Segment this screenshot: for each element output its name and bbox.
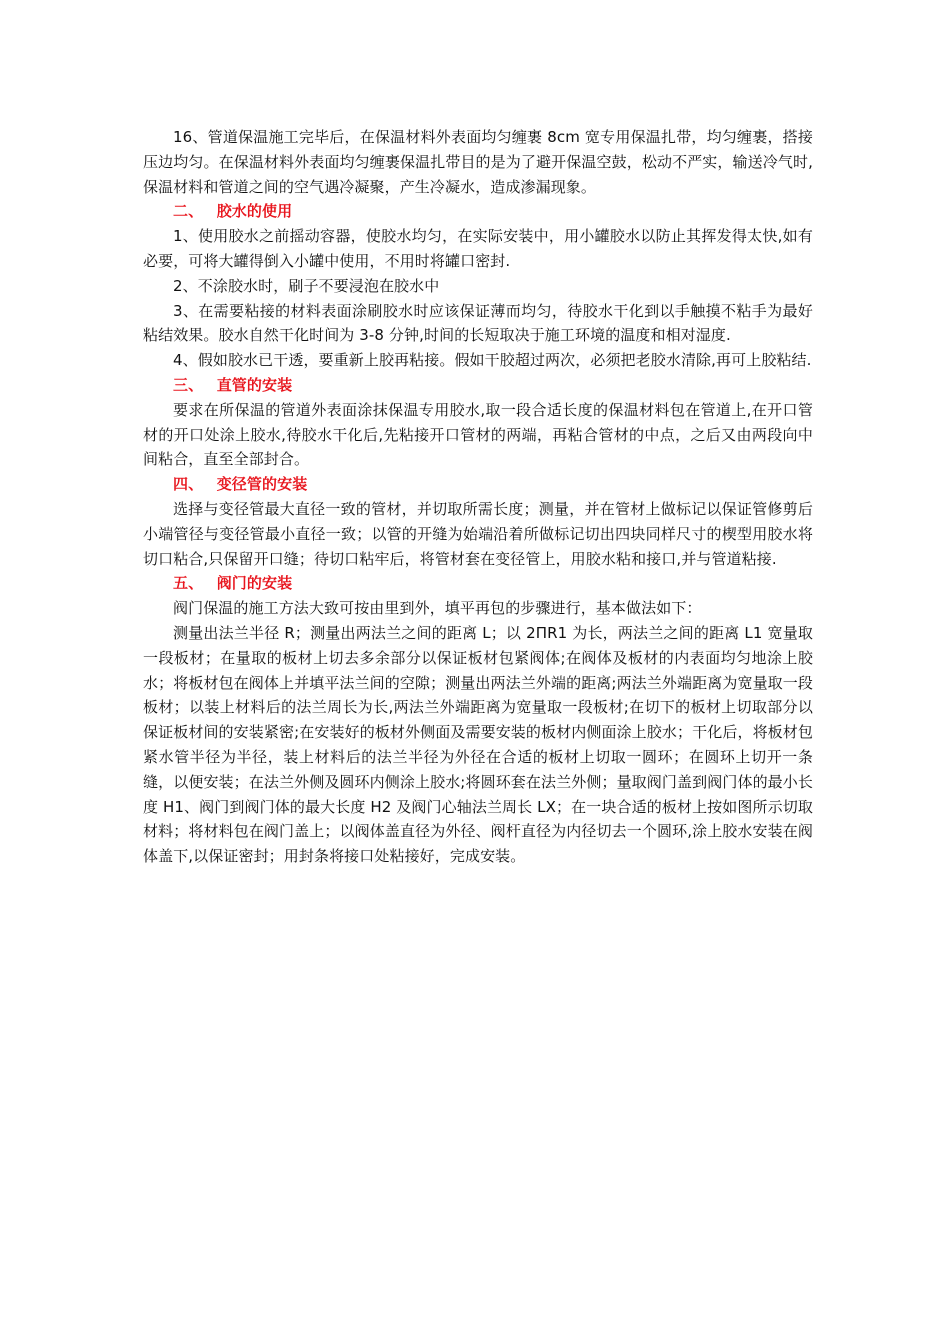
section-number: 二、 [173, 202, 204, 221]
paragraph-glue-step-3: 3、在需要粘接的材料表面涂刷胶水时应该保证薄而均匀，待胶水干化到以手触摸不粘手为最好粘结效果。胶水自然干化时间为 3-8 分钟,时间的长短取决于施工环境的温度和相对湿度. [143, 301, 813, 345]
section-heading-glue-usage [143, 199, 813, 224]
section-title: 阀门的安装 [216, 574, 293, 593]
paragraph-glue-step-2: 2、不涂胶水时，刷子不要浸泡在胶水中 [173, 276, 440, 295]
paragraph-reducer-pipe: 选择与变径管最大直径一致的管材，并切取所需长度；测量，并在管材上做标记以保证管修剪后小端管径与变径管最小直径一致；以管的开缝为始端沿着所做标记切出四块同样尺寸的楔型用胶水将切口粘合,只保留开口缝；待切口粘牢后，将管材套在变径管上，用胶水粘和接口,并与管道粘接. [143, 499, 813, 568]
section-title: 直管的安装 [216, 375, 293, 394]
paragraph-valve-intro: 阀门保温的施工方法大致可按由里到外，填平再包的步骤进行，基本做法如下： [173, 599, 702, 618]
section-heading-straight-pipe [143, 373, 813, 398]
section-heading-reducer-pipe [143, 472, 813, 497]
section-number: 三、 [173, 375, 204, 394]
paragraph-straight-pipe: 要求在所保温的管道外表面涂抹保温专用胶水,取一段合适长度的保温材料包在管道上,在开口管材的开口处涂上胶水,待胶水干化后,先粘接开口管材的两端，再粘合管材的中点，之后又由两段向中间粘合，直至全部封合。 [143, 400, 813, 469]
paragraph-pipe-insulation-wrap: 16、管道保温施工完毕后，在保温材料外表面均匀缠裹 8cm 宽专用保温扎带，均匀缠裹，搭接压边均匀。在保温材料外表面均匀缠裹保温扎带目的是为了避开保温空鼓，松动不严实，输送冷气时,保温材料和管道之间的空气遇冷凝聚，产生冷凝水，造成渗漏现象。 [143, 128, 813, 196]
document-body [143, 125, 813, 869]
paragraph-valve-steps: 测量出法兰半径 R；测量出两法兰之间的距离 L；以 2ΠR1 为长，两法兰之间的距离 L1 宽量取一段板材；在量取的板材上切去多余部分以保证板材包紧阀体;在阀体及板材的内表面均匀地涂上胶水；将板材包在阀体上并填平法兰间的空隙；测量出两法兰外端的距离;两法兰外端距离为宽量取一段板材；以装上材料后的法兰周长为长,两法兰外端距离为宽量取一段板材;在切下的板材上切取部分以保证板材间的安装紧密;在安装好的板材外侧面及需要安装的板材内侧面涂上胶水；干化后，将板材包紧水管半径为半径，装上材料后的法兰半径为外径在合适的板材上切取一圆环；在圆环上切开一条缝，以便安装；在法兰外侧及圆环内侧涂上胶水;将圆环套在法兰外侧；量取阀门盖到阀门体的最小长度 H1、阀门到阀门体的最大长度 H2 及阀门心轴法兰周长 LX；在一块合适的板材上按如图所示切取材料；将材料包在阀门盖上；以阀体盖直径为外径、阀杆直径为内径切去一个圆环,涂上胶水安装在阀体盖下,以保证密封；用封条将接口处粘接好，完成安装。 [143, 623, 813, 866]
section-title: 变径管的安装 [216, 475, 308, 494]
paragraph-glue-step-1: 1、使用胶水之前摇动容器，使胶水均匀，在实际安装中，用小罐胶水以防止其挥发得太快,如有必要，可将大罐得倒入小罐中使用，不用时将罐口密封. [143, 227, 813, 270]
section-heading-valve [143, 571, 813, 596]
paragraph-glue-step-4: 4、假如胶水已干透，要重新上胶再粘接。假如干胶超过两次，必须把老胶水清除,再可上胶粘结. [173, 351, 812, 370]
section-number: 四、 [173, 475, 204, 494]
section-title: 胶水的使用 [216, 202, 293, 221]
section-number: 五、 [173, 574, 204, 593]
